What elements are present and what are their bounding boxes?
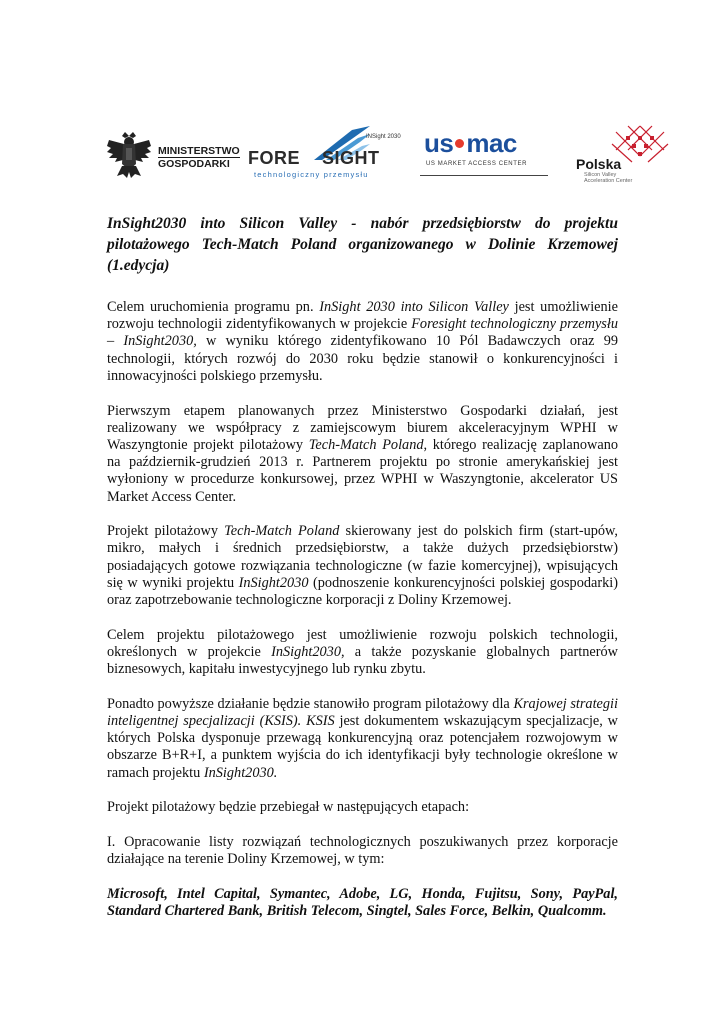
companies-list: Microsoft, Intel Capital, Symantec, Adobe, LG, Honda, Fujitsu, Sony, PayPal, Standard Chartered Bank, British Telecom, Singtel, Sales Force, Belkin, Qualcomm. <box>107 885 618 920</box>
ministry-line1: MINISTERSTWO <box>158 145 240 157</box>
p3-text-c: skierowany jest do polskich firm (start-upów, mikro, małych i średnich przedsiębiorstw, a także dużych przedsiębiorstw) posiadających gotowe rozwiązania technologiczne (w fazie komercyjnej), wpisujących się w wyniki projektu <box>107 523 618 591</box>
usmac-logo <box>420 128 548 180</box>
logo-header <box>100 118 700 198</box>
p4-insight: InSight2030 <box>271 643 341 660</box>
p5-ksis: Krajowej strategii inteligentnej specjalizacji (KSIS). KSIS <box>107 695 618 730</box>
foresight-main-left: FORE <box>248 148 301 168</box>
p4-text-a: Celem projektu pilotażowego jest umożliwienie rozwoju polskich technologii, określonych w projekcie <box>107 626 618 660</box>
foresight-logo <box>248 126 408 186</box>
p5-text-c: jest dokumentem wskazującym specjalizacje, w których Polska dysponuje przewagą konkurencyjną oraz potencjałem rozwojowym w obszarze B+R+I, a punktem wyjścia do ich identyfikacji były technologie określone w ramach projektu <box>107 713 618 781</box>
p3-insight: InSight2030 <box>238 574 309 591</box>
foresight-tagline: technologiczny przemysłu <box>254 170 369 179</box>
ministry-logo <box>105 130 240 182</box>
p1-text-a: Celem uruchomienia programu pn. <box>107 299 320 315</box>
p4-text-c: , a także pozyskanie globalnych partnerów biznesowych, kapitału inwestycyjnego lub rynku zbytu. <box>107 643 618 678</box>
usmac-tagline: US MARKET ACCESS CENTER <box>426 161 528 167</box>
p2-tech-match: Tech-Match Poland <box>308 436 424 453</box>
document-title: InSight2030 into Silicon Valley - nabór przedsiębiorstw do projektu pilotażowego Tech-Match Poland organizowanego w Dolinie Krzemowej (1.edycja) <box>107 215 618 274</box>
polska-line1: Silicon Valley <box>584 172 617 178</box>
foresight-main-right: SIGHT <box>322 148 380 168</box>
paragraph-ksis <box>107 696 618 782</box>
paragraph-intro <box>107 299 618 385</box>
p2-text-a: Pierwszym etapem planowanych przez Ministerstwo Gospodarki działań, jest realizowany we współpracy z zamiejscowym biurem akceleracyjnym WPHI w Waszyngtonie projekt pilotażowy <box>107 402 618 453</box>
p1-text-e: w wyniku którego zidentyfikowano 10 Pól Badawczych oraz 99 technologii, których rozwój do 2030 roku będzie stanowił o konkurencyjności i innowacyjności polskiego przemysłu. <box>107 333 618 384</box>
polska-name: Polska <box>576 156 622 172</box>
p1-program-name: InSight 2030 into Silicon Valley <box>319 299 509 315</box>
paragraph-first-stage <box>107 403 618 506</box>
polska-logo <box>568 118 693 190</box>
document-body <box>107 213 618 920</box>
ministry-line2: GOSPODARKI <box>158 157 240 170</box>
p3-text-e: (podnoszenie konkurencyjności polskiej gospodarki) oraz zapotrzebowanie technologiczne korporacji z Doliny Krzemowej. <box>107 574 618 609</box>
usmac-underline <box>420 175 548 176</box>
paragraph-stage-one: I. Opracowanie listy rozwiązań technologicznych poszukiwanych przez korporacje działające na terenie Doliny Krzemowej, w tym: <box>107 834 618 868</box>
p3-text-a: Projekt pilotażowy <box>107 523 225 540</box>
p1-text-c: jest umożliwienie rozwoju technologii zidentyfikowanych w projekcie <box>107 299 618 333</box>
p1-project-name: Foresight technologiczny przemysłu – InSight2030, <box>107 316 618 350</box>
usmac-us: us <box>424 128 454 158</box>
p3-tech-match: Tech-Match Poland <box>224 523 340 540</box>
paragraph-pilot-target <box>107 523 618 609</box>
polska-line2: Acceleration Center <box>584 178 633 184</box>
eagle-emblem-icon <box>105 130 153 180</box>
paragraph-pilot-goal <box>107 627 618 679</box>
usmac-mac: mac <box>466 128 517 158</box>
p5-text-a: Ponadto powyższe działanie będzie stanowiło program pilotażowy dla <box>107 695 514 712</box>
p5-insight: InSight2030. <box>203 764 278 781</box>
p2-text-c: , którego realizację zaplanowano na październik-grudzień 2013 r. Partnerem projektu po stronie amerykańskiej jest wyłoniony w procedurze konkursowej, przez WPHI w Waszyngtonie, akcelerator US Market Access Center. <box>107 436 618 505</box>
foresight-small-label: INSight 2030 <box>366 134 401 140</box>
paragraph-stages-intro: Projekt pilotażowy będzie przebiegał w następujących etapach: <box>107 799 470 816</box>
usmac-dot-icon <box>455 139 464 148</box>
